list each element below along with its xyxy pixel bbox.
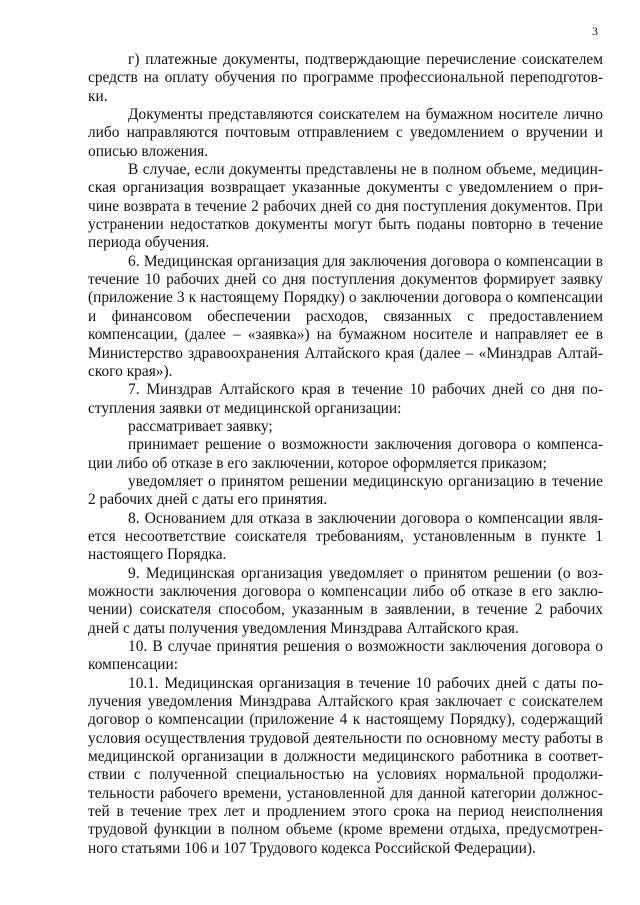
paragraph-clause-7-item-3: уведомляет о принятом решении медицинскую организацию в течение 2 рабочих дней с даты его принятия.	[88, 472, 603, 509]
paragraph-clause-9: 9. Медицинская организация уведомляет о принятом решении (о возможности заключения договора о компенсации либо об отказе в его заключении) соискателя способом, указанным в заявлении, в течение 2 рабочих дней с даты получения уведомления Минздрава Алтайского края.	[88, 564, 603, 637]
paragraph-clause-7: 7. Минздрав Алтайского края в течение 10 рабочих дней со дня поступления заявки от медицинской организации:	[88, 381, 603, 417]
paragraph-clause-10: 10. В случае принятия решения о возможности заключения договора о компенсации:	[88, 638, 603, 674]
paragraph-incomplete-documents: В случае, если документы представлены не в полном объеме, медицинская организация возвращает указанные документы с уведомлением о причине возврата в течение 2 рабочих дней со дня поступления документов. При устранении недостатков документы могут быть поданы повторно в течение периода обучения.	[88, 161, 603, 252]
paragraph-clause-7-item-2: принимает решение о возможности заключения договора о компенсации либо об отказе в его заключении, которое оформляется приказом;	[88, 436, 603, 472]
paragraph-clause-8: 8. Основанием для отказа в заключении договора о компенсации является несоответствие соискателя требованиям, установленным в пункте 1 настоящего Порядка.	[88, 509, 603, 564]
paragraph-clause-6: 6. Медицинская организация для заключения договора о компенсации в течение 10 рабочих дней со дня поступления документов формирует заявку (приложение 3 к настоящему Порядку) о заключении договора о компенсации и финансовом обеспечении расходов, связанных с предоставлением компенсации, (далее – «заявка») на бумажном носителе и направляет ее в Министерство здравоохранения Алтайского края (далее – «Минздрав Алтайского края»).	[88, 252, 603, 380]
paragraph-documents-submission: Документы представляются соискателем на бумажном носителе лично либо направляются почтовым отправлением с уведомлением о вручении и описью вложения.	[88, 106, 603, 160]
paragraph-clause-10-1: 10.1. Медицинская организация в течение 10 рабочих дней с даты получения уведомления Минздрава Алтайского края заключает с соискателем договор о компенсации (приложение 4 к настоящему Порядку), содержащий условия осуществления трудовой деятельности по основному месту работы в медицинской организации в должности медицинского работника в соответствии с полученной специальностью на условиях нормальной продолжительности рабочего времени, установленной для данной категории должностей в течение трех лет и продлением этого срока на период неисполнения трудовой функции в полном объеме (кроме времени отдыха, предусмотренного статьями 106 и 107 Трудового кодекса Российской Федерации).	[88, 674, 603, 857]
paragraph-clause-7-item-1: рассматривает заявку;	[128, 417, 273, 435]
document-body	[88, 51, 603, 858]
paragraph-payment-documents: г) платежные документы, подтверждающие перечисление соискателем средств на оплату обучения по программе профессиональной переподготовки.	[88, 51, 603, 105]
page-number: 3	[592, 24, 598, 38]
